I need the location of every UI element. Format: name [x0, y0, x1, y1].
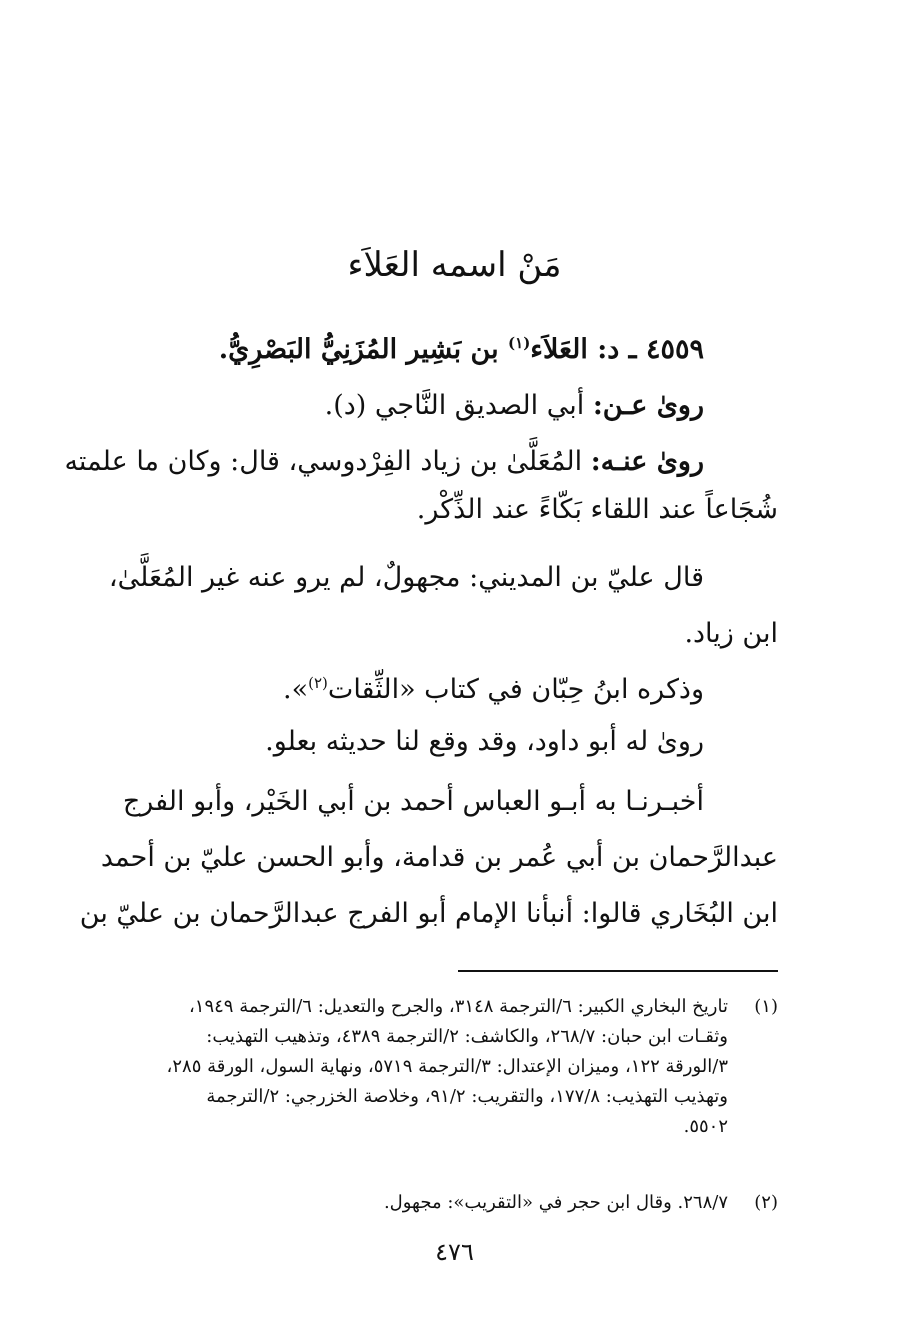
- section-heading: مَنْ اسمه العَلاَء: [347, 245, 562, 285]
- madini-line-1: قال عليّ بن المديني: مجهولٌ، لم يرو عنه غير المُعَلَّىٰ،: [108, 562, 704, 593]
- entry-code: ـ د:: [597, 334, 637, 365]
- isnad-line-1: أخبـرنـا به أبـو العباس أحمد بن أبي الخَيْر، وأبو الفرج: [122, 786, 704, 817]
- isnad-line-2: عبدالرَّحمان بن أبي عُمر بن قدامة، وأبو الحسن عليّ بن أحمد: [100, 842, 778, 873]
- footnote-1-line-2: وثقـات ابن حبان: ٢٦٨/٧، والكاشف: ٢/الترجمة ٤٣٨٩، وتذهيب التهذيب:: [206, 1026, 728, 1047]
- narration-note: روىٰ له أبو داود، وقد وقع لنا حديثه بعلو.: [265, 726, 704, 757]
- narrated-by-label: روىٰ عنـه:: [590, 446, 704, 477]
- narrated-from-label: روىٰ عـن:: [592, 390, 704, 421]
- footnote-1-line-4: وتهذيب التهذيب: ١٧٧/٨، والتقريب: ٩١/٢، وخلاصة الخزرجي: ٢/الترجمة: [206, 1086, 728, 1107]
- footnote-1-line-3: ٣/الورقة ١٢٢، وميزان الإعتدال: ٣/الترجمة ٥٧١٩، ونهاية السول، الورقة ٢٨٥،: [166, 1056, 728, 1077]
- footnote-2-number: (٢): [754, 1192, 778, 1213]
- footnote-ref-1: (١): [508, 334, 531, 352]
- isnad-line-3: ابن البُخَاري قالوا: أنبأنا الإمام أبو الفرج عبدالرَّحمان بن عليّ بن: [79, 898, 778, 929]
- entry-name: العَلاَء: [530, 334, 588, 365]
- hibban-line: [74, 670, 704, 710]
- footnote-1: [74, 992, 778, 1142]
- entry-name-rest: بن بَشِير المُزَنِيُّ البَصْرِيُّ.: [218, 334, 499, 365]
- entry-header: [74, 330, 704, 370]
- footnote-1-line-5: ٥٥٠٢.: [683, 1116, 728, 1137]
- hibban-text: وذكره ابنُ حِبّان في كتاب «الثِّقات: [327, 674, 704, 705]
- entry-number: ٤٥٥٩: [645, 334, 704, 365]
- narrated-from-text: أبي الصديق النَّاجي (د).: [324, 390, 585, 421]
- footnote-2: [74, 1188, 778, 1218]
- entry-body: [64, 330, 778, 950]
- narrated-by-line-2: شُجَاعاً عند اللقاء بَكّاءً عند الذِّكْر.: [416, 494, 778, 525]
- narrated-from: [74, 386, 704, 426]
- page-number: ٤٧٦: [435, 1238, 474, 1266]
- footnote-2-line-1: ٢٦٨/٧. وقال ابن حجر في «التقريب»: مجهول.: [383, 1192, 728, 1213]
- footnote-divider: [458, 970, 778, 972]
- footnote-1-line-1: تاريخ البخاري الكبير: ٦/الترجمة ٣١٤٨، والجرح والتعديل: ٦/الترجمة ١٩٤٩،: [188, 996, 728, 1017]
- footnote-1-number: (١): [754, 996, 778, 1017]
- narrated-by-line-1: [64, 442, 704, 482]
- footnote-ref-2: (٢): [308, 674, 328, 692]
- hibban-close: ».: [283, 674, 309, 705]
- madini-line-2: ابن زياد.: [684, 618, 778, 649]
- narrated-by-text: المُعَلَّىٰ بن زياد الفِرْدوسي، قال: وكان ما علمته: [64, 446, 583, 477]
